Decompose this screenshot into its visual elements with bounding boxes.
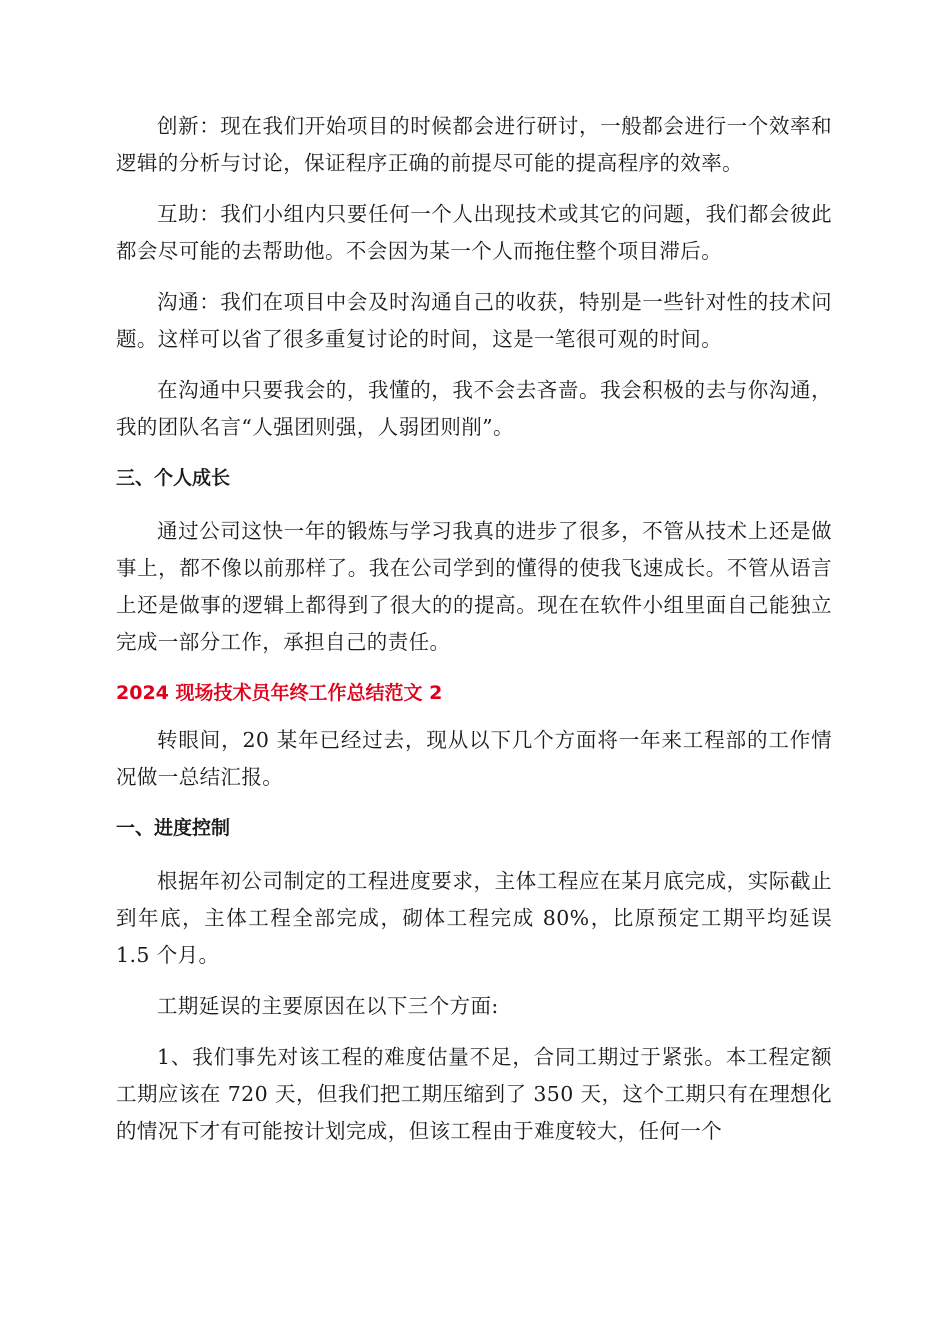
- document-page: [116, 108, 832, 1164]
- paragraph-innovation: 创新：现在我们开始项目的时候都会进行研讨，一般都会进行一个效率和逻辑的分析与讨论，保证程序正确的前提尽可能的提高程序的效率。: [116, 114, 832, 175]
- paragraph-intro: 转眼间，20 某年已经过去，现从以下几个方面将一年来工程部的工作情况做一总结汇报。: [116, 728, 832, 789]
- paragraph-mutual-help: 互助：我们小组内只要任何一个人出现技术或其它的问题，我们都会彼此都会尽可能的去帮助他。不会因为某一个人而拖住整个项目滞后。: [116, 202, 832, 263]
- paragraph-delay-reasons: 工期延误的主要原因在以下三个方面:: [157, 994, 499, 1018]
- section-heading-personal-growth: 三、个人成长: [116, 467, 231, 489]
- article-title: 2024 现场技术员年终工作总结范文 2: [116, 682, 443, 704]
- paragraph-communication: 沟通：我们在项目中会及时沟通自己的收获，特别是一些针对性的技术问题。这样可以省了很多重复讨论的时间，这是一笔很可观的时间。: [116, 290, 832, 351]
- paragraph-growth: 通过公司这快一年的锻炼与学习我真的进步了很多，不管从技术上还是做事上，都不像以前那样了。我在公司学到的懂得的使我飞速成长。不管从语言上还是做事的逻辑上都得到了很大的的提高。现在在软件小组里面自己能独立完成一部分工作，承担自己的责任。: [116, 519, 832, 654]
- section-heading-progress-control: 一、进度控制: [116, 817, 231, 839]
- paragraph-progress: 根据年初公司制定的工程进度要求，主体工程应在某月底完成，实际截止到年底，主体工程全部完成，砌体工程完成 80%，比原预定工期平均延误 1.5 个月。: [116, 869, 832, 967]
- paragraph-sharing: 在沟通中只要我会的，我懂的，我不会去吝啬。我会积极的去与你沟通，我的团队名言“人强团则强，人弱团则削”。: [116, 378, 832, 439]
- paragraph-reason-1: 1、我们事先对该工程的难度估量不足，合同工期过于紧张。本工程定额工期应该在 720 天，但我们把工期压缩到了 350 天，这个工期只有在理想化的情况下才有可能按计划完成，但该工程由于难度较大，任何一个: [116, 1045, 832, 1143]
